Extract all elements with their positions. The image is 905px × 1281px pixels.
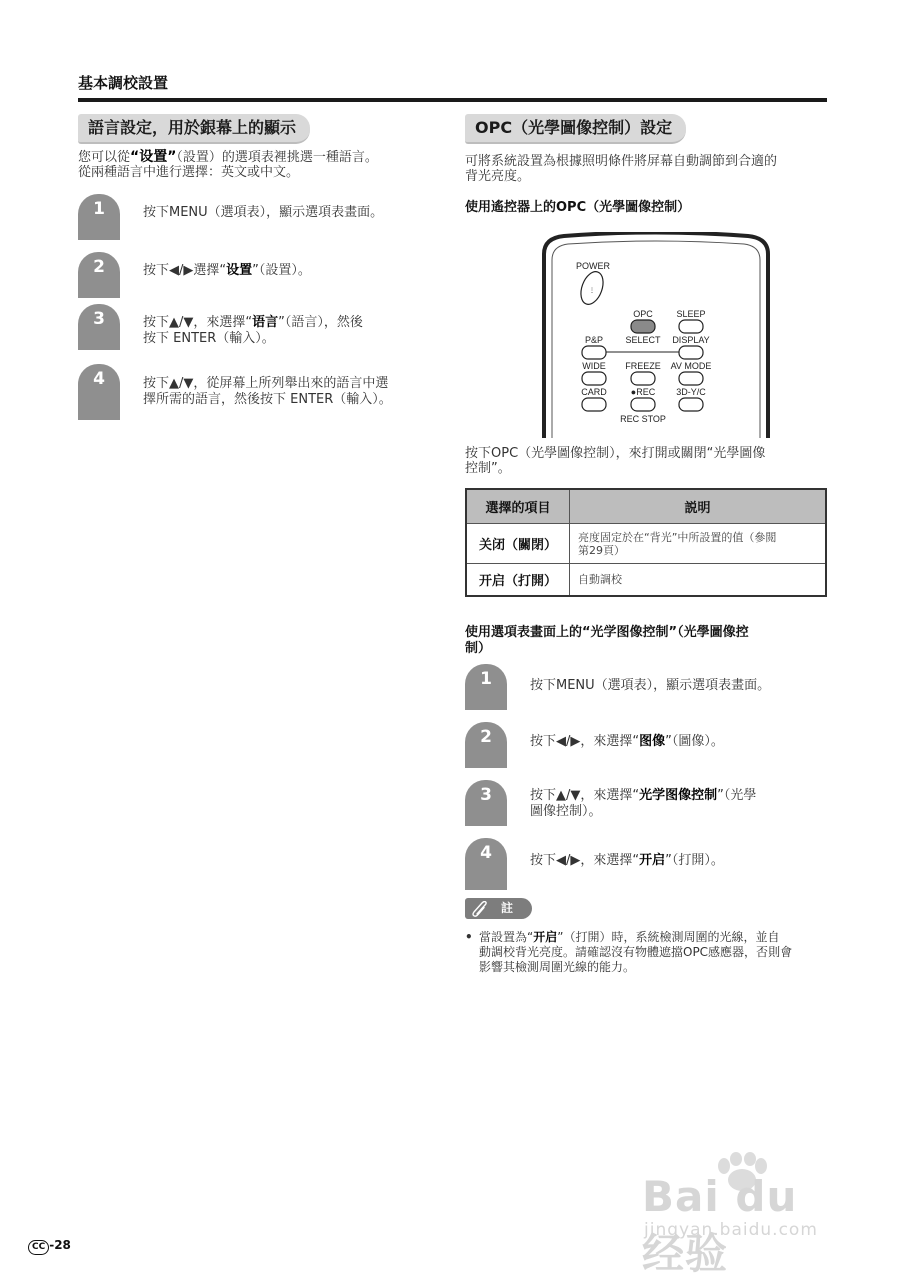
opc-step-badge-2: 2	[465, 722, 507, 768]
freeze-button[interactable]	[631, 372, 655, 385]
baidu-watermark	[642, 1160, 852, 1278]
avmode-button[interactable]	[679, 372, 703, 385]
step-text-2	[143, 263, 311, 279]
intro-quote-close: ”	[167, 149, 177, 165]
pp-button[interactable]	[582, 346, 606, 359]
section-title: 基本調校設置	[78, 74, 169, 92]
note-pre: 當設置為“	[479, 930, 534, 944]
watermark-logo: Bai du 经验	[642, 1172, 798, 1278]
table-header-item: 選擇的項目	[466, 489, 570, 524]
yc-button[interactable]	[679, 398, 703, 411]
opc-step-3-bold: 光学图像控制	[639, 788, 718, 803]
table-row	[466, 564, 826, 596]
step-badge-4: 4	[78, 364, 120, 420]
opc-step-2-bold: 图像	[639, 734, 666, 749]
opc-button[interactable]	[631, 320, 655, 333]
step-3-line2: 按下 ENTER（輸入）。	[143, 331, 275, 346]
opc-step-2-post: ”（圖像）。	[665, 734, 724, 749]
step-badge-3: 3	[78, 304, 120, 350]
note-badge	[465, 898, 532, 919]
menu-heading-line1: 使用選項表畫面上的“光学图像控制”（光學圖像控	[465, 625, 749, 640]
step-text-4	[143, 376, 443, 408]
opc-step-badge-3: 3	[465, 780, 507, 826]
language-section-title: 語言設定，用於銀幕上的顯示	[78, 114, 310, 144]
power-icon: ⋮	[589, 288, 595, 294]
intro-line-2: 從兩種語言中進行選擇：英文或中文。	[78, 165, 300, 180]
table-header-desc: 説明	[570, 489, 827, 524]
intro-text: 您可以從	[78, 150, 131, 165]
note-text	[465, 930, 829, 975]
step-badge-1: 1	[78, 194, 120, 240]
pp-label: P&P	[584, 335, 604, 345]
opc-step-text-2	[530, 734, 724, 750]
note-line2: 動調校背光亮度。請確認沒有物體遮擋OPC感應器，否則會	[479, 945, 793, 959]
opc-intro-line1: 可將系統設置為根據照明條件將屏幕自動調節到合適的	[465, 154, 778, 169]
remote-heading: 使用遙控器上的OPC（光學圖像控制）	[465, 200, 691, 215]
recstop-label: REC STOP	[620, 414, 666, 424]
page-footer	[28, 1238, 71, 1255]
step-text-1: 按下MENU（選項表），顯示選項表畫面。	[143, 205, 384, 220]
bullet-icon: •	[465, 930, 473, 944]
desc-line1: 亮度固定於在“背光”中所設置的值（參閲	[578, 530, 777, 544]
power-label: POWER	[576, 261, 611, 271]
table-header-row	[466, 489, 826, 524]
table-cell-item: 关闭（關閉）	[466, 524, 570, 564]
opc-step-3-line2: 圖像控制）。	[530, 804, 602, 819]
card-button[interactable]	[582, 398, 606, 411]
step-3-bold: 语言	[252, 315, 279, 330]
note-line3: 影響其檢測周圍光線的能力。	[479, 960, 636, 974]
sleep-button[interactable]	[679, 320, 703, 333]
page-number: -28	[49, 1238, 71, 1252]
opc-intro-line2: 背光亮度。	[465, 169, 531, 184]
intro-text-2: （設置）的選項表裡挑選一種語言。	[176, 150, 378, 165]
select-label: SELECT	[625, 335, 661, 345]
desc-line2: 第29頁）	[578, 543, 625, 557]
opc-step-4-pre: 按下◀/▶，來選擇“	[530, 853, 640, 868]
press-line1: 按下OPC（光學圖像控制），來打開或關閉“光學圖像	[465, 446, 766, 461]
step-4-line1: 按下▲/▼，從屏幕上所列舉出來的語言中選	[143, 376, 389, 391]
menu-heading-line2: 制）	[465, 641, 492, 656]
yc-label: 3D-Y/C	[676, 387, 706, 397]
opc-press-instruction	[465, 446, 829, 476]
opc-label: OPC	[633, 309, 653, 319]
display-button[interactable]	[679, 346, 703, 359]
watermark-url: jingyan.baidu.com	[644, 1220, 818, 1240]
table-row	[466, 524, 826, 564]
step-3-post: ”（語言），然後	[278, 315, 363, 330]
note-post: ”（打開）時，系統檢測周圍的光線，並自	[557, 930, 780, 944]
step-2-pre: 按下◀/▶選擇“	[143, 263, 227, 278]
remote-control-illustration	[540, 232, 772, 438]
opc-step-text-1: 按下MENU（選項表），顯示選項表畫面。	[530, 678, 771, 693]
opc-step-4-post: ”（打開）。	[665, 853, 724, 868]
cc-logo-icon: CC	[28, 1240, 49, 1255]
step-badge-2: 2	[78, 252, 120, 298]
opc-intro	[465, 154, 829, 184]
note-bold: 开启	[533, 930, 558, 944]
table-cell-desc	[570, 524, 827, 564]
intro-bold-term: 设置	[139, 149, 168, 165]
step-2-bold: 设置	[226, 263, 253, 278]
step-text-3	[143, 315, 443, 347]
sleep-label: SLEEP	[676, 309, 706, 319]
opc-section-title: OPC（光學圖像控制）設定	[465, 114, 686, 144]
opc-step-badge-1: 1	[465, 664, 507, 710]
table-cell-item: 开启（打開）	[466, 564, 570, 596]
freeze-label: FREEZE	[625, 361, 661, 371]
table-cell-desc: 自動調校	[570, 564, 827, 596]
note-label: 註	[501, 901, 514, 915]
language-intro	[78, 150, 448, 180]
display-label: DISPLAY	[672, 335, 710, 345]
wide-button[interactable]	[582, 372, 606, 385]
press-line2: 控制”。	[465, 461, 511, 476]
opc-step-text-3	[530, 788, 830, 820]
step-3-pre: 按下▲/▼，來選擇“	[143, 315, 253, 330]
opc-step-3-post: ”（光學	[717, 788, 757, 803]
avmode-label: AV MODE	[670, 361, 712, 371]
rec-button[interactable]	[631, 398, 655, 411]
paperclip-icon	[471, 901, 491, 917]
opc-step-badge-4: 4	[465, 838, 507, 890]
opc-step-text-4	[530, 853, 724, 869]
step-2-post: ”（設置）。	[252, 263, 311, 278]
intro-quote-open: “	[130, 149, 140, 165]
opc-step-4-bold: 开启	[639, 853, 666, 868]
step-4-line2: 擇所需的語言，然後按下 ENTER（輸入）。	[143, 392, 392, 407]
opc-step-2-pre: 按下◀/▶，來選擇“	[530, 734, 640, 749]
opc-step-3-pre: 按下▲/▼，來選擇“	[530, 788, 640, 803]
rec-label: ●REC	[630, 387, 656, 397]
opc-options-table	[465, 488, 827, 597]
menu-heading	[465, 625, 829, 657]
card-label: CARD	[581, 387, 607, 397]
top-rule	[78, 98, 827, 102]
wide-label: WIDE	[582, 361, 606, 371]
